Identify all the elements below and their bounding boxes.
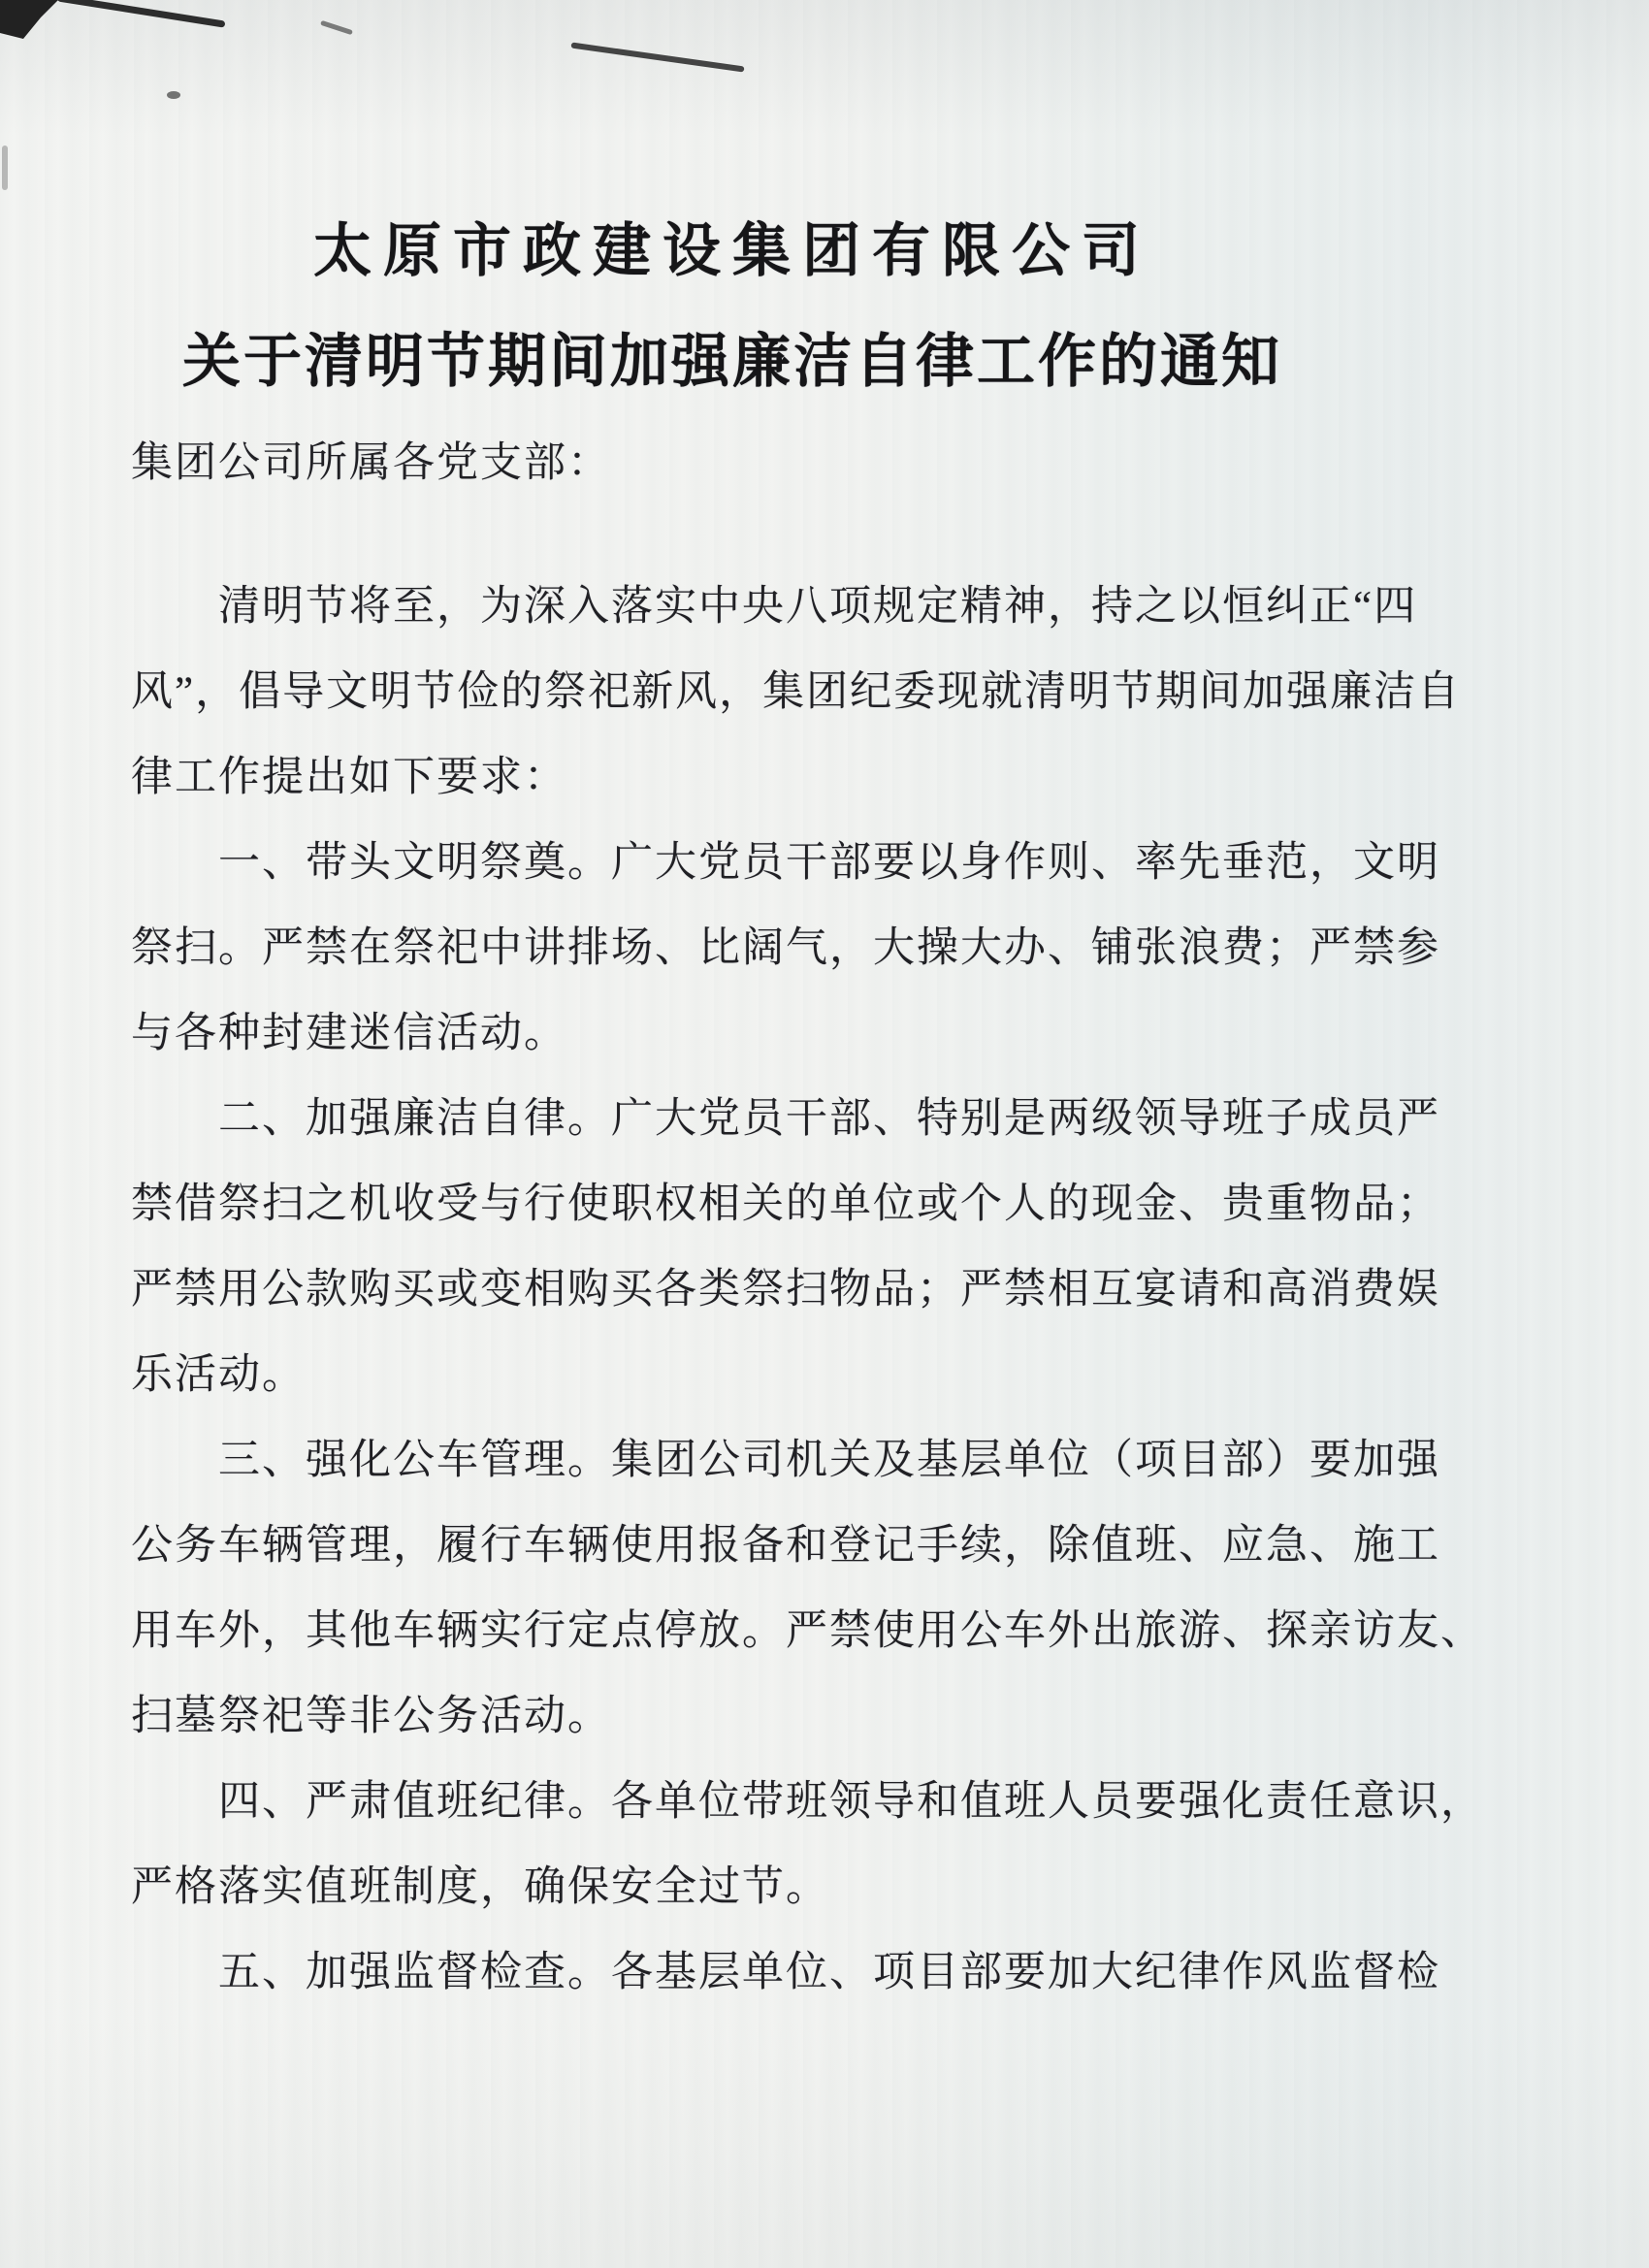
body-line: 严格落实值班制度，确保安全过节。	[131, 1864, 829, 1910]
scan-shading-bottom	[0, 2016, 1649, 2268]
scan-artifact-speck	[2, 146, 8, 190]
body-line: 公务车辆管理，履行车辆使用报备和登记手续，除值班、应急、施工	[131, 1523, 1440, 1569]
salutation-line: 集团公司所属各党支部：	[131, 440, 611, 486]
body-line: 四、严肃值班纪律。各单位带班领导和值班人员要强化责任意识，	[218, 1779, 1484, 1825]
body-line: 律工作提出如下要求：	[131, 755, 567, 800]
body-line: 五、加强监督检查。各基层单位、项目部要加大纪律作风监督检	[218, 1950, 1440, 1995]
body-line: 三、强化公车管理。集团公司机关及基层单位（项目部）要加强	[218, 1438, 1440, 1483]
body-line: 一、带头文明祭奠。广大党员干部要以身作则、率先垂范，文明	[218, 840, 1440, 886]
body-line: 清明节将至，为深入落实中央八项规定精神，持之以恒纠正“四	[218, 584, 1418, 630]
document-title-company: 太原市政建设集团有限公司	[313, 219, 1151, 283]
body-line: 二、加强廉洁自律。广大党员干部、特别是两级领导班子成员严	[218, 1096, 1440, 1142]
body-line: 用车外，其他车辆实行定点停放。严禁使用公车外出旅游、探亲访友、	[131, 1608, 1484, 1654]
body-line: 祭扫。严禁在祭祀中讲排场、比阔气，大操大办、铺张浪费；严禁参	[131, 925, 1440, 971]
scan-artifact-speck	[167, 91, 180, 99]
body-line: 扫墓祭祀等非公务活动。	[131, 1694, 611, 1739]
scan-shading-top	[0, 0, 1649, 136]
document-title-subject: 关于清明节期间加强廉洁自律工作的通知	[182, 330, 1282, 394]
body-line: 禁借祭扫之机收受与行使职权相关的单位或个人的现金、贵重物品；	[131, 1182, 1440, 1227]
body-line: 严禁用公款购买或变相购买各类祭扫物品；严禁相互宴请和高消费娱	[131, 1267, 1440, 1312]
body-line: 风”，倡导文明节俭的祭祀新风，集团纪委现就清明节期间加强廉洁自	[131, 669, 1462, 715]
body-line: 与各种封建迷信活动。	[131, 1011, 567, 1056]
body-line: 乐活动。	[131, 1352, 306, 1398]
